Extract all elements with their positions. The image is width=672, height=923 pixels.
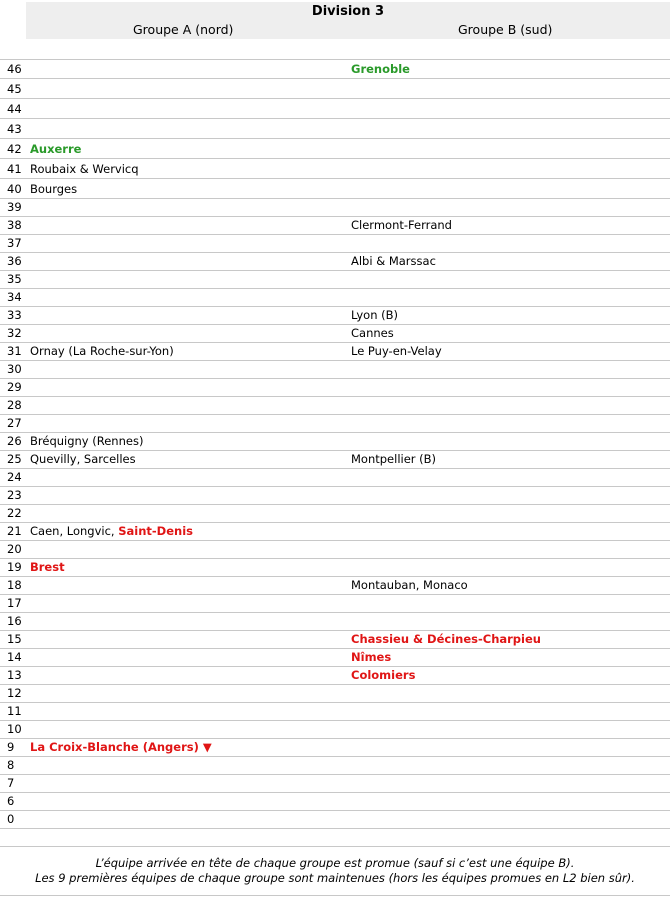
- table-row: [0, 433, 670, 451]
- points-cell: 10: [7, 722, 22, 736]
- group-a-teams: [30, 344, 174, 358]
- points-cell: 24: [7, 470, 22, 484]
- table-row: [0, 159, 670, 179]
- team-name: Lyon (B): [351, 308, 398, 322]
- points-cell: 7: [7, 776, 15, 790]
- team-name: Ornay (La Roche-sur-Yon): [30, 344, 174, 358]
- points-cell: 0: [7, 812, 15, 826]
- group-header-row: [26, 21, 670, 39]
- table-row: [0, 217, 670, 235]
- points-cell: 42: [7, 142, 22, 156]
- group-b-teams: [351, 632, 541, 646]
- group-b-teams: [351, 308, 398, 322]
- group-b-teams: [351, 254, 436, 268]
- points-cell: 26: [7, 434, 22, 448]
- points-cell: 40: [7, 182, 22, 196]
- table-row: [0, 60, 670, 79]
- points-cell: 39: [7, 200, 22, 214]
- table-row: [0, 595, 670, 613]
- team-name: Auxerre: [30, 142, 82, 156]
- points-cell: 17: [7, 596, 22, 610]
- table-row: [0, 325, 670, 343]
- points-cell: 28: [7, 398, 22, 412]
- table-row: [0, 793, 670, 811]
- table-row: [0, 179, 670, 199]
- group-a-teams: [30, 740, 212, 754]
- note-maintenance: Les 9 premières équipes de chaque groupe sont maintenues (hors les équipes promues en L2 bien sûr).: [35, 871, 635, 885]
- table-row: [0, 235, 670, 253]
- table-row: [0, 253, 670, 271]
- table-row: [0, 199, 670, 217]
- table-bottom-rule: [0, 895, 670, 896]
- points-cell: 46: [7, 62, 22, 76]
- table-row: [0, 343, 670, 361]
- points-cell: 15: [7, 632, 22, 646]
- points-cell: 34: [7, 290, 22, 304]
- team-name: Clermont-Ferrand: [351, 218, 452, 232]
- team-name: Brest: [30, 560, 65, 574]
- table-row: [0, 119, 670, 139]
- points-cell: 9: [7, 740, 15, 754]
- points-cell: 44: [7, 102, 22, 116]
- points-cell: 33: [7, 308, 22, 322]
- table-row: [0, 379, 670, 397]
- table-spacer-row: [0, 829, 670, 847]
- points-cell: 19: [7, 560, 22, 574]
- table-row: [0, 577, 670, 595]
- table-row: [0, 139, 670, 159]
- points-cell: 35: [7, 272, 22, 286]
- points-cell: 23: [7, 488, 22, 502]
- team-name: Albi & Marssac: [351, 254, 436, 268]
- team-name: Saint-Denis: [118, 524, 193, 538]
- table-row: [0, 667, 670, 685]
- points-cell: 30: [7, 362, 22, 376]
- team-name: Chassieu & Décines-Charpieu: [351, 632, 541, 646]
- table-row: [0, 541, 670, 559]
- table-row: [0, 415, 670, 433]
- table-row: [0, 397, 670, 415]
- group-b-teams: [351, 344, 442, 358]
- table-row: [0, 613, 670, 631]
- team-name: Le Puy-en-Velay: [351, 344, 442, 358]
- group-b-teams: [351, 326, 394, 340]
- team-name: Caen, Longvic,: [30, 524, 119, 538]
- table-row: [0, 523, 670, 541]
- table-row: [0, 739, 670, 757]
- points-cell: 21: [7, 524, 22, 538]
- group-a-teams: [30, 182, 77, 196]
- points-cell: 25: [7, 452, 22, 466]
- points-cell: 8: [7, 758, 15, 772]
- points-cell: 12: [7, 686, 22, 700]
- team-name: Montauban, Monaco: [351, 578, 468, 592]
- points-cell: 38: [7, 218, 22, 232]
- group-a-teams: [30, 452, 136, 466]
- team-name: Bourges: [30, 182, 78, 196]
- points-cell: 18: [7, 578, 22, 592]
- points-cell: 31: [7, 344, 22, 358]
- points-cell: 27: [7, 416, 22, 430]
- points-cell: 45: [7, 82, 22, 96]
- table-row: [0, 775, 670, 793]
- group-b-teams: [351, 668, 415, 682]
- group-a-teams: [30, 162, 139, 176]
- group-b-teams: [351, 62, 410, 76]
- group-a-teams: [30, 560, 65, 574]
- points-cell: 16: [7, 614, 22, 628]
- table-row: [0, 757, 670, 775]
- note-promotion: L’équipe arrivée en tête de chaque groupe est promue (sauf si c’est une équipe B).: [95, 856, 575, 870]
- table-row: [0, 451, 670, 469]
- table-row: [0, 99, 670, 119]
- points-cell: 36: [7, 254, 22, 268]
- team-name: La Croix-Blanche (Angers) ▼: [30, 740, 212, 754]
- table-row: [0, 505, 670, 523]
- team-name: Bréquigny (Rennes): [30, 434, 144, 448]
- team-name: Colomiers: [351, 668, 416, 682]
- group-a-teams: [30, 434, 143, 448]
- points-cell: 13: [7, 668, 22, 682]
- division-title: Division 3: [26, 2, 670, 21]
- group-b-teams: [351, 218, 452, 232]
- table-row: [0, 289, 670, 307]
- table-row: [0, 703, 670, 721]
- group-a-teams: [30, 142, 81, 156]
- table-row: [0, 721, 670, 739]
- group-a-header: Groupe A (nord): [133, 22, 234, 37]
- table-row: [0, 487, 670, 505]
- table-row: [0, 469, 670, 487]
- table-row: [0, 649, 670, 667]
- team-name: Montpellier (B): [351, 452, 437, 466]
- table-row: [0, 307, 670, 325]
- team-name: Roubaix & Wervicq: [30, 162, 139, 176]
- table-row: [0, 79, 670, 99]
- group-b-teams: [351, 452, 436, 466]
- points-cell: 37: [7, 236, 22, 250]
- points-cell: 41: [7, 162, 22, 176]
- table-row: [0, 811, 670, 829]
- table-row: [0, 685, 670, 703]
- table-row: [0, 271, 670, 289]
- points-cell: 20: [7, 542, 22, 556]
- table-row: [0, 631, 670, 649]
- team-name: Quevilly, Sarcelles: [30, 452, 136, 466]
- points-cell: 43: [7, 122, 22, 136]
- points-cell: 14: [7, 650, 22, 664]
- points-cell: 29: [7, 380, 22, 394]
- points-cell: 22: [7, 506, 22, 520]
- table-row: [0, 559, 670, 577]
- table-row: [0, 361, 670, 379]
- points-cell: 32: [7, 326, 22, 340]
- points-cell: 11: [7, 704, 22, 718]
- group-b-header: Groupe B (sud): [458, 22, 553, 37]
- team-name: Nîmes: [351, 650, 392, 664]
- points-cell: 6: [7, 794, 15, 808]
- group-a-teams: [30, 524, 193, 538]
- team-name: Grenoble: [351, 62, 410, 76]
- group-b-teams: [351, 578, 468, 592]
- team-name: Cannes: [351, 326, 394, 340]
- group-b-teams: [351, 650, 391, 664]
